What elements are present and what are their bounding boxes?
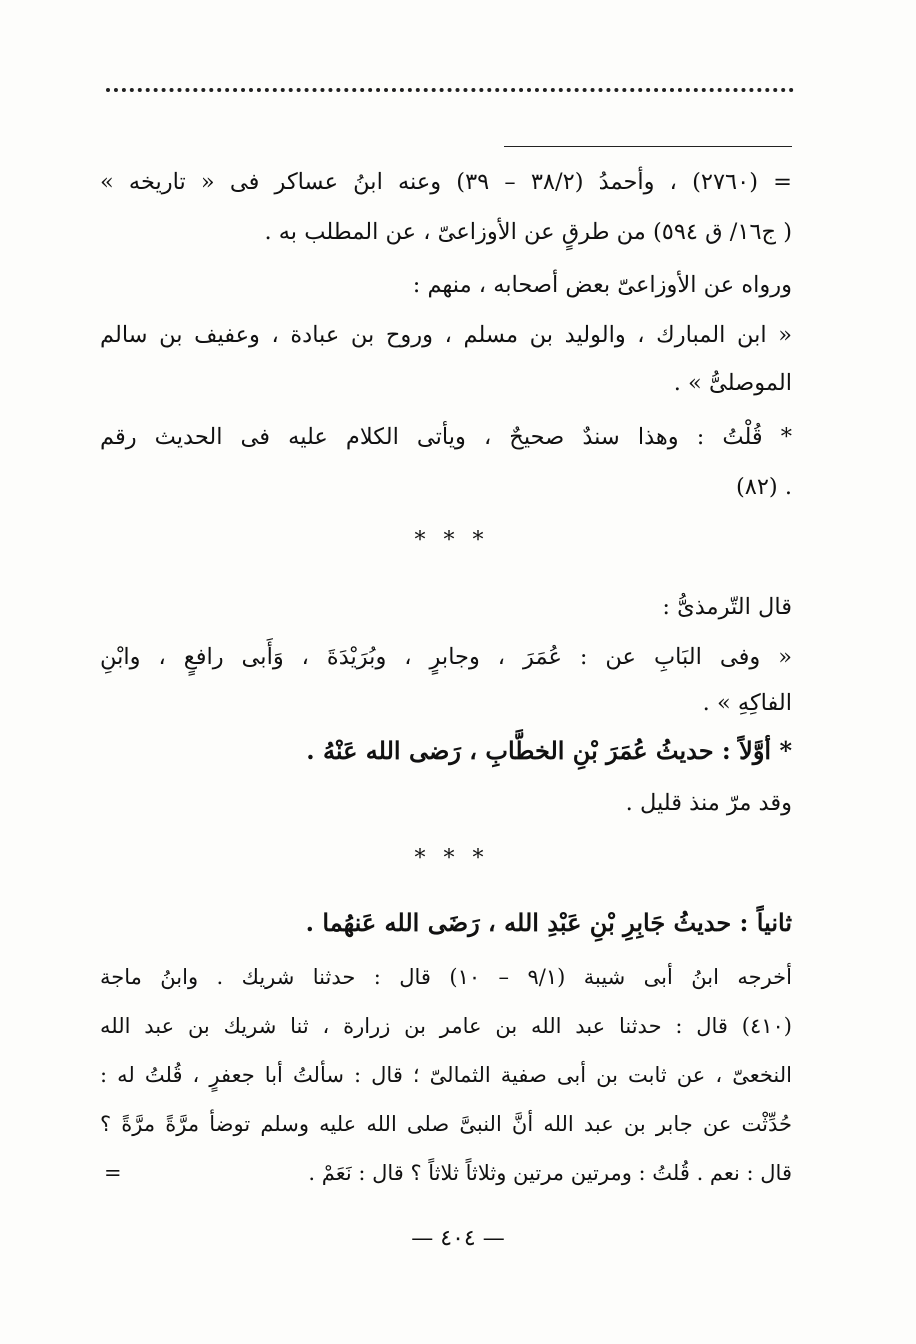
dotted-header-rule — [106, 88, 794, 92]
footnote-line-4: « ابن المبارك ، والوليد بن مسلم ، وروح بن عبادة ، وعفيف بن سالم — [100, 322, 792, 348]
heading-second: ثانياً : حديثُ جَابِرِ بْنِ عَبْدِ الله ، رَضَى الله عَنهُما . — [305, 908, 792, 937]
page-number: — ٤٠٤ — — [411, 1226, 505, 1251]
body-line-2: « وفى البَابِ عن : عُمَرَ ، وجابرٍ ، وبُرَيْدَةَ ، وَأَبى رافعٍ ، وابْنِ — [100, 644, 792, 670]
footnote-line-2: ( ج١٦/ ق ٥٩٤) من طرقٍ عن الأوزاعىّ ، عن المطلب به . — [264, 219, 792, 245]
section2-line-2: (٤١٠) قال : حدثنا عبد الله بن عامر بن زرارة ، ثنا شريك بن عبد الله — [100, 1014, 792, 1038]
continuation-mark: = — [104, 1161, 122, 1185]
footnote-rule — [504, 146, 792, 147]
body-line-1: قال التّرمذىُّ : — [662, 594, 792, 620]
section2-line-3: النخعىّ ، عن ثابت بن أبى صفية الثمالىّ ؛ قال : سألتُ أبا جعفرٍ ، قُلتُ له : — [100, 1063, 792, 1087]
body-line-3: الفاكِهِ » . — [702, 690, 792, 716]
footnote-line-3: ورواه عن الأوزاعىّ بعض أصحابه ، منهم : — [412, 272, 792, 298]
footnote-line-1: = (٢٧٦٠) ، وأحمدُ (٣٨/٢ – ٣٩) وعنه ابنُ عساكر فى « تاريخه » — [100, 169, 792, 195]
body-line-5: وقد مرّ منذ قليل . — [625, 790, 792, 816]
footnote-line-5: الموصلىُّ » . — [673, 370, 792, 396]
section2-line-5: قال : نعم . قُلتُ : ومرتين مرتين وثلاثاً ثلاثاً ؟ قال : نَعَمْ . — [308, 1161, 792, 1185]
section2-line-1: أخرجه ابنُ أبى شيبة (٩/١ – ١٠) قال : حدثنا شريك . وابنُ ماجة — [100, 965, 792, 989]
separator-stars-1: *** — [414, 528, 502, 553]
separator-stars-2: *** — [414, 846, 502, 871]
heading-first: * أوَّلاً : حديثُ عُمَرَ بْنِ الخطَّابِ ، رَضى الله عَنْهُ . — [306, 736, 792, 765]
section2-line-4: حُدِّثْت عن جابر بن عبد الله أنَّ النبىَّ صلى الله عليه وسلم توضأ مرَّةً مرَّةً ؟ — [100, 1112, 792, 1136]
footnote-line-6: * قُلْتُ : وهذا سندٌ صحيحٌ ، ويأتى الكلام عليه فى الحديث رقم — [100, 424, 792, 450]
footnote-line-7: . (٨٢) — [735, 474, 792, 500]
